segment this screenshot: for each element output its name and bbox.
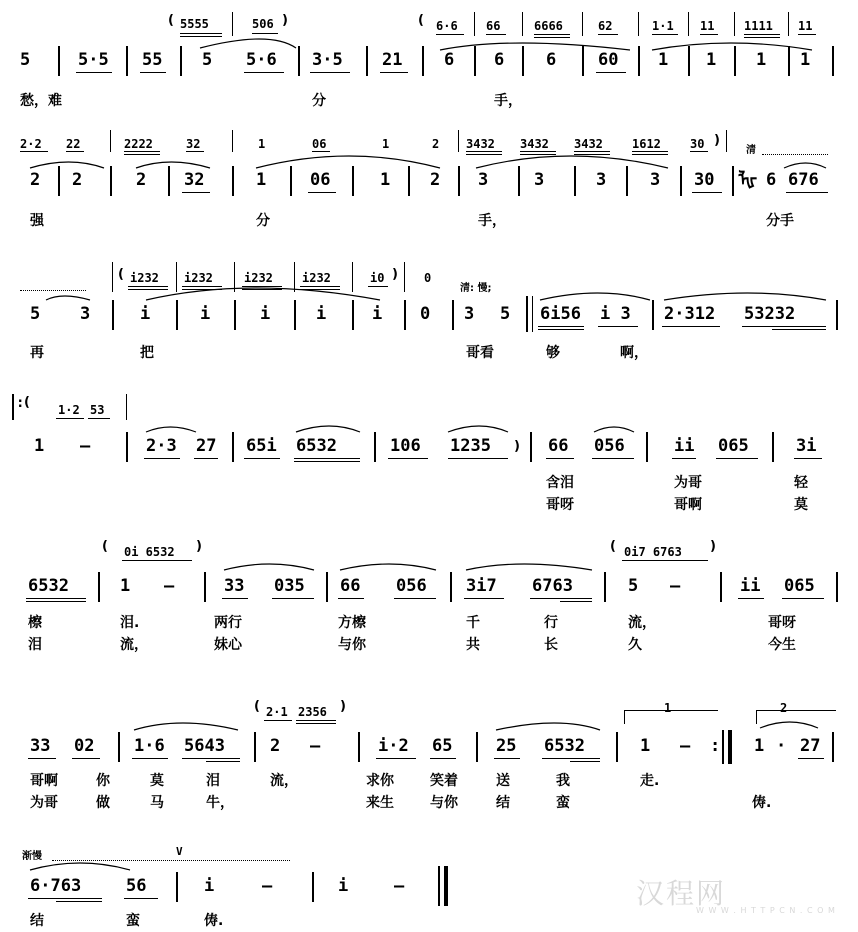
dash: — — [310, 736, 321, 756]
note: 5 — [500, 304, 511, 324]
note: 32 — [184, 170, 205, 190]
slur — [134, 723, 238, 730]
note: 1 — [120, 576, 131, 596]
note: 6532 — [296, 436, 337, 456]
slur — [760, 722, 818, 728]
note: 0 — [420, 304, 431, 324]
note: 1235 — [450, 436, 491, 456]
dash: — — [80, 436, 91, 456]
note: 3i — [796, 436, 817, 456]
dash: — — [680, 736, 691, 756]
orn: 2·2 — [20, 137, 42, 151]
watermark — [636, 872, 846, 915]
note: 6 — [766, 170, 777, 190]
orn: i232 — [244, 271, 273, 285]
note: 6·763 — [30, 876, 82, 896]
slur — [664, 293, 826, 300]
note: 6 — [546, 50, 557, 70]
note: 27 — [800, 736, 821, 756]
lyric: 流， — [628, 615, 656, 631]
orn: 1 — [258, 137, 266, 151]
note: 53232 — [744, 304, 796, 324]
note: 02 — [74, 736, 95, 756]
lyric: 你 — [96, 773, 110, 789]
note: 1 — [800, 50, 811, 70]
lyric: 手， — [478, 213, 506, 229]
lyric: 含泪 — [546, 475, 574, 491]
note: 60 — [598, 50, 619, 70]
orn: 0i7 6763 — [624, 545, 682, 559]
lyric: 与你 — [338, 637, 366, 653]
slur — [200, 39, 296, 48]
slur — [340, 564, 436, 570]
lyric: 与你 — [430, 795, 458, 811]
slur — [296, 426, 360, 432]
note: ii — [740, 576, 761, 596]
note: 3 — [596, 170, 607, 190]
lyric: 莫 — [794, 497, 808, 513]
note: i — [338, 876, 349, 896]
lyric: 求你 — [366, 773, 394, 789]
ornament-paren-close: ) — [282, 13, 288, 28]
note: 2 — [270, 736, 281, 756]
note: i — [204, 876, 215, 896]
note: 035 — [274, 576, 305, 596]
note: 1 — [34, 436, 45, 456]
note: 1 — [658, 50, 669, 70]
note: 1 — [706, 50, 717, 70]
orn-c: 6666 — [534, 19, 563, 33]
lyric: 走. — [640, 773, 660, 789]
orn: 0i 6532 — [124, 545, 175, 559]
note: 2 — [430, 170, 441, 190]
note: 065 — [718, 436, 749, 456]
lyric: 为哥 — [674, 475, 702, 491]
note: 66 — [340, 576, 361, 596]
slur — [784, 163, 826, 168]
slur — [30, 162, 104, 168]
note: 676 — [788, 170, 819, 190]
note: 6763 — [532, 576, 573, 596]
note: i 3 — [600, 304, 631, 324]
note: i — [316, 304, 327, 324]
lyric: 蛮 — [126, 913, 140, 929]
lyric: 共 — [466, 637, 480, 653]
slur — [30, 863, 130, 870]
slur — [146, 427, 196, 432]
note: 2 — [136, 170, 147, 190]
orn: i232 — [302, 271, 331, 285]
lyric: 久 — [628, 637, 642, 653]
orn-e: 1·1 — [652, 19, 674, 33]
slur — [136, 162, 210, 168]
note: 6 — [444, 50, 455, 70]
slur — [46, 296, 90, 300]
lyric: 两行 — [214, 615, 242, 631]
orn: 3432 — [466, 137, 495, 151]
note: 056 — [594, 436, 625, 456]
note: 3·5 — [312, 50, 343, 70]
lyric: 啊， — [620, 345, 648, 361]
lyric: 方檫 — [338, 615, 366, 631]
lyric: 为哥 — [30, 795, 58, 811]
note: i — [260, 304, 271, 324]
lyric: 流， — [270, 773, 298, 789]
lyric: 强 — [30, 213, 44, 229]
note: 33 — [30, 736, 51, 756]
note: 33 — [224, 576, 245, 596]
orn: 3432 — [574, 137, 603, 151]
orn: 0 — [424, 271, 432, 285]
dash: — — [164, 576, 175, 596]
note: 3 — [534, 170, 545, 190]
note: 2·312 — [664, 304, 716, 324]
slur — [540, 293, 650, 300]
lyric: 再 — [30, 345, 44, 361]
ornament-1: 5555 — [180, 17, 209, 31]
ornament-2: 506 — [252, 17, 274, 31]
note: 1·6 — [134, 736, 165, 756]
lyric: 哥啊 — [30, 773, 58, 789]
note: i — [372, 304, 383, 324]
orn-a: 6·6 — [436, 19, 458, 33]
lyric: 哥看 — [466, 345, 494, 361]
lyric: 轻 — [794, 475, 808, 491]
lyric: 蛮 — [556, 795, 570, 811]
note: i — [140, 304, 151, 324]
orn: 2356 — [298, 705, 327, 719]
lyric: 泪 — [28, 637, 42, 653]
note: 1 — [640, 736, 651, 756]
lyric: 千 — [466, 615, 480, 631]
orn: 1 — [382, 137, 390, 151]
orn-d: 62 — [598, 19, 613, 33]
lyric: 分手 — [766, 213, 794, 229]
lyric: 结 — [496, 795, 510, 811]
note: 3i7 — [466, 576, 497, 596]
note: 3 — [80, 304, 91, 324]
note: 3 — [478, 170, 489, 190]
lyric: 马 — [150, 795, 164, 811]
direction-mark: 清: 慢; — [460, 283, 492, 294]
note: ii — [674, 436, 695, 456]
note: 1 — [256, 170, 267, 190]
orn: 2 — [432, 137, 440, 151]
orn: i0 — [370, 271, 385, 285]
volta-1: 1 — [664, 701, 672, 715]
note: i — [200, 304, 211, 324]
lyric: 泪. — [120, 615, 140, 631]
repeat-dots: : — [16, 395, 25, 411]
note: 1 — [756, 50, 767, 70]
breath-mark: V — [176, 845, 183, 858]
note: 056 — [396, 576, 427, 596]
note: 55 — [142, 50, 163, 70]
lyric: 做 — [96, 795, 110, 811]
note: 5 — [628, 576, 639, 596]
slur — [256, 156, 440, 168]
dot: · — [776, 736, 787, 756]
lyric: 愁，难 — [20, 93, 62, 109]
lyric: 哥啊 — [674, 497, 702, 513]
lyric: 我 — [556, 773, 570, 789]
lyric: 来生 — [366, 795, 394, 811]
direction-mark: 渐慢 — [22, 851, 42, 862]
direction-mark: 清 — [746, 145, 756, 156]
lyric: 哥呀 — [546, 497, 574, 513]
note: 2·3 — [146, 436, 177, 456]
note: 5·5 — [78, 50, 109, 70]
orn: 1·2 — [58, 403, 80, 417]
note: 6532 — [544, 736, 585, 756]
watermark-text: 汉程网 — [636, 877, 727, 910]
slur — [224, 564, 314, 570]
lyric: 行 — [544, 615, 558, 631]
note: 106 — [390, 436, 421, 456]
ornament-paren-open: ( — [168, 13, 174, 28]
orn: 32 — [186, 137, 201, 151]
slur — [476, 156, 668, 168]
slur — [448, 426, 508, 432]
note: 65i — [246, 436, 277, 456]
orn: 53 — [90, 403, 105, 417]
lyric: 檫 — [28, 615, 42, 631]
lyric: 长 — [544, 637, 558, 653]
free-tempo-mark: ᡀ — [738, 170, 758, 190]
note: 56 — [126, 876, 147, 896]
note: 1 — [380, 170, 391, 190]
note: 3 — [650, 170, 661, 190]
dash: — — [262, 876, 273, 896]
note: 6 — [494, 50, 505, 70]
note: 065 — [784, 576, 815, 596]
orn: 2·1 — [266, 705, 288, 719]
note: 6i56 — [540, 304, 581, 324]
orn-f: 11 — [700, 19, 715, 33]
lyric: 牛， — [206, 795, 234, 811]
note: i·2 — [378, 736, 409, 756]
lyric: 哥呀 — [768, 615, 796, 631]
orn-b: 66 — [486, 19, 501, 33]
note: 6532 — [28, 576, 69, 596]
note: 5 — [30, 304, 41, 324]
watermark-url: W W W . H T T P C N . C O M — [696, 906, 836, 915]
note: 30 — [694, 170, 715, 190]
note: 27 — [196, 436, 217, 456]
lyric: 送 — [496, 773, 510, 789]
orn: i232 — [130, 271, 159, 285]
note: 66 — [548, 436, 569, 456]
note: 3 — [464, 304, 475, 324]
lyric: 俦. — [752, 795, 772, 811]
lyric: 分 — [256, 213, 270, 229]
lyric: 手， — [494, 93, 522, 109]
note: 5643 — [184, 736, 225, 756]
orn: 06 — [312, 137, 327, 151]
note: 65 — [432, 736, 453, 756]
lyric: 莫 — [150, 773, 164, 789]
lyric: 妹心 — [214, 637, 242, 653]
slur — [496, 723, 600, 730]
lyric: 结 — [30, 913, 44, 929]
orn: 2222 — [124, 137, 153, 151]
slur — [440, 43, 630, 50]
lyric: 分 — [312, 93, 326, 109]
orn: i232 — [184, 271, 213, 285]
orn: 1612 — [632, 137, 661, 151]
note: 5·6 — [246, 50, 277, 70]
slur — [466, 564, 592, 570]
lyric: 今生 — [768, 637, 796, 653]
lyric: 够 — [546, 345, 560, 361]
orn: 3432 — [520, 137, 549, 151]
dash: — — [670, 576, 681, 596]
repeat-dots: : — [710, 736, 721, 756]
volta-2: 2 — [780, 701, 788, 715]
orn: 30 — [690, 137, 705, 151]
lyric: 俦. — [204, 913, 224, 929]
note: 2 — [30, 170, 41, 190]
note: 25 — [496, 736, 517, 756]
lyric: 笑着 — [430, 773, 458, 789]
note: 1 — [754, 736, 765, 756]
note: 21 — [382, 50, 403, 70]
orn-h: 11 — [798, 19, 813, 33]
slur — [594, 427, 634, 432]
lyric: 把 — [140, 345, 154, 361]
orn: 22 — [66, 137, 81, 151]
note: 06 — [310, 170, 331, 190]
note: 5 — [202, 50, 213, 70]
lyric: 泪 — [206, 773, 220, 789]
note: 2 — [72, 170, 83, 190]
orn-g: 1111 — [744, 19, 773, 33]
lyric: 流， — [120, 637, 148, 653]
note: 5 — [20, 50, 31, 70]
dash: — — [394, 876, 405, 896]
